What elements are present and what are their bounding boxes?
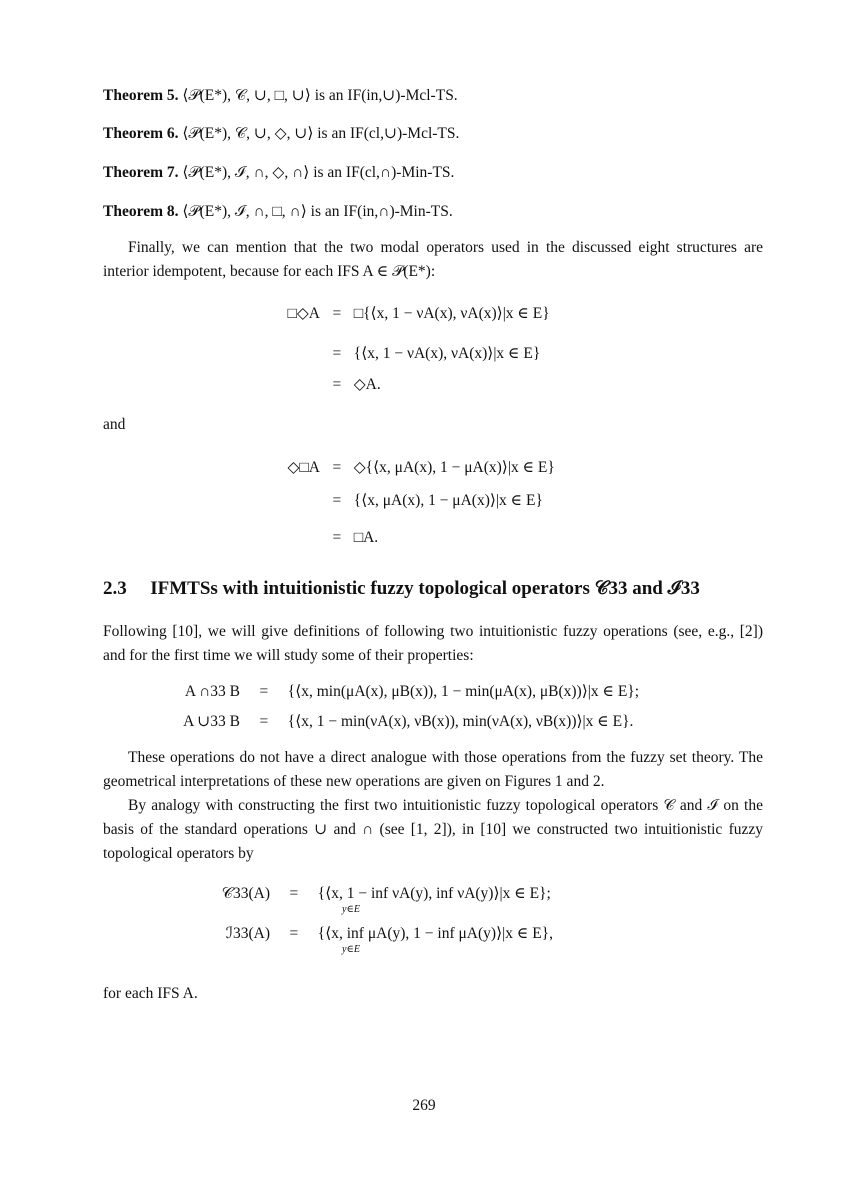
theorem-text: is an IF(cl,∩)-Min-TS.	[313, 164, 455, 181]
theorem-text: is an IF(cl,∪)-Mcl-TS.	[317, 125, 460, 142]
inf-subscript: y∈E	[342, 904, 360, 915]
equation-rhs: {⟨x, min(μA(x), μB(x)), 1 − min(μA(x), μB(x))⟩|x ∈ E};	[287, 683, 640, 700]
equation-op: =	[332, 492, 342, 509]
equation-op: =	[332, 345, 342, 362]
theorem-label: Theorem 5.	[103, 87, 179, 104]
equation-op: =	[289, 925, 299, 942]
theorem-5	[103, 86, 458, 106]
equation-lhs: □◇A	[287, 305, 320, 322]
equation-op: =	[259, 713, 269, 730]
equation-lhs: A ∩33 B	[184, 683, 240, 700]
equation-row	[240, 458, 555, 478]
theorem-math: ⟨𝒫(E*), ℐ, ∩, □, ∩⟩	[182, 203, 307, 220]
theorem-8	[103, 202, 453, 222]
equation-rhs: □{⟨x, 1 − νA(x), νA(x)⟩|x ∈ E}	[353, 305, 550, 322]
equation-rhs: {⟨x, 1 − νA(x), νA(x)⟩|x ∈ E}	[353, 345, 541, 362]
paragraph-interpretation: These operations do not have a direct analogue with those operations from the fuzzy set theory. The geometrical interpretations of these new operations are given on Figures 1 and 2.	[103, 749, 763, 790]
equation-rhs: {⟨x, inf μA(y), 1 − inf μA(y)⟩|x ∈ E},	[317, 925, 553, 942]
theorem-math: ⟨𝒫(E*), ℐ, ∩, ◇, ∩⟩	[182, 164, 310, 181]
paragraph-closing: for each IFS A.	[103, 985, 198, 1002]
section-number: 2.3	[103, 578, 127, 599]
equation-op: =	[332, 459, 342, 476]
equation-op: =	[332, 376, 342, 393]
equation-op: =	[259, 683, 269, 700]
equation-row	[160, 682, 639, 702]
paragraph-analogy: By analogy with constructing the first two intuitionistic fuzzy topological operators 𝒞 and ℐ on the basis of the standard operations ∪ and ∩ (see [1, 2]), in [10] we constructed two intuitionistic fuzzy topological operators by	[103, 797, 763, 862]
theorem-label: Theorem 8.	[103, 203, 179, 220]
equation-lhs: A ∪33 B	[183, 713, 240, 730]
equation-rhs: ◇{⟨x, μA(x), 1 − μA(x)⟩|x ∈ E}	[353, 459, 555, 476]
equation-row	[240, 375, 381, 395]
equation-row	[240, 491, 543, 511]
equation-rhs: {⟨x, μA(x), 1 − μA(x)⟩|x ∈ E}	[353, 492, 543, 509]
page-number: 269	[412, 1097, 436, 1114]
theorem-text: is an IF(in,∪)-Mcl-TS.	[314, 87, 458, 104]
equation-lhs: ℐ33(A)	[225, 925, 270, 942]
equation-rhs: {⟨x, 1 − inf νA(y), inf νA(y)⟩|x ∈ E};	[317, 885, 551, 902]
connector-and: and	[103, 416, 126, 433]
equation-row	[200, 924, 553, 955]
inf-subscript: y∈E	[342, 944, 360, 955]
equation-op: =	[332, 305, 342, 322]
theorem-label: Theorem 6.	[103, 125, 179, 142]
equation-row	[160, 712, 633, 732]
equation-op: =	[289, 885, 299, 902]
equation-row	[200, 884, 551, 915]
theorem-7	[103, 163, 454, 183]
theorem-text: is an IF(in,∩)-Min-TS.	[310, 203, 453, 220]
paragraph-idempotent: Finally, we can mention that the two modal operators used in the discussed eight structures are interior idempotent, because for each IFS A ∈ 𝒫(E*):	[103, 239, 763, 280]
equation-row	[240, 304, 550, 324]
equation-lhs: 𝒞33(A)	[221, 885, 270, 902]
theorem-label: Theorem 7.	[103, 164, 179, 181]
theorem-math: ⟨𝒫(E*), 𝒞, ∪, □, ∪⟩	[182, 87, 311, 104]
theorem-math: ⟨𝒫(E*), 𝒞, ∪, ◇, ∪⟩	[182, 125, 314, 142]
section-heading	[103, 578, 700, 600]
equation-row	[240, 344, 540, 364]
section-title: IFMTSs with intuitionistic fuzzy topological operators 𝒞33 and ℐ33	[150, 578, 700, 599]
equation-rhs: □A.	[353, 529, 379, 546]
equation-lhs: ◇□A	[287, 459, 320, 476]
equation-row	[240, 528, 378, 548]
theorem-6	[103, 124, 459, 144]
equation-rhs: ◇A.	[353, 376, 381, 393]
equation-op: =	[332, 529, 342, 546]
paragraph-definitions: Following [10], we will give definitions of following two intuitionistic fuzzy operations (see, e.g., [2]) and for the first time we will study some of their properties:	[103, 623, 763, 664]
equation-rhs: {⟨x, 1 − min(νA(x), νB(x)), min(νA(x), νB(x))⟩|x ∈ E}.	[287, 713, 634, 730]
